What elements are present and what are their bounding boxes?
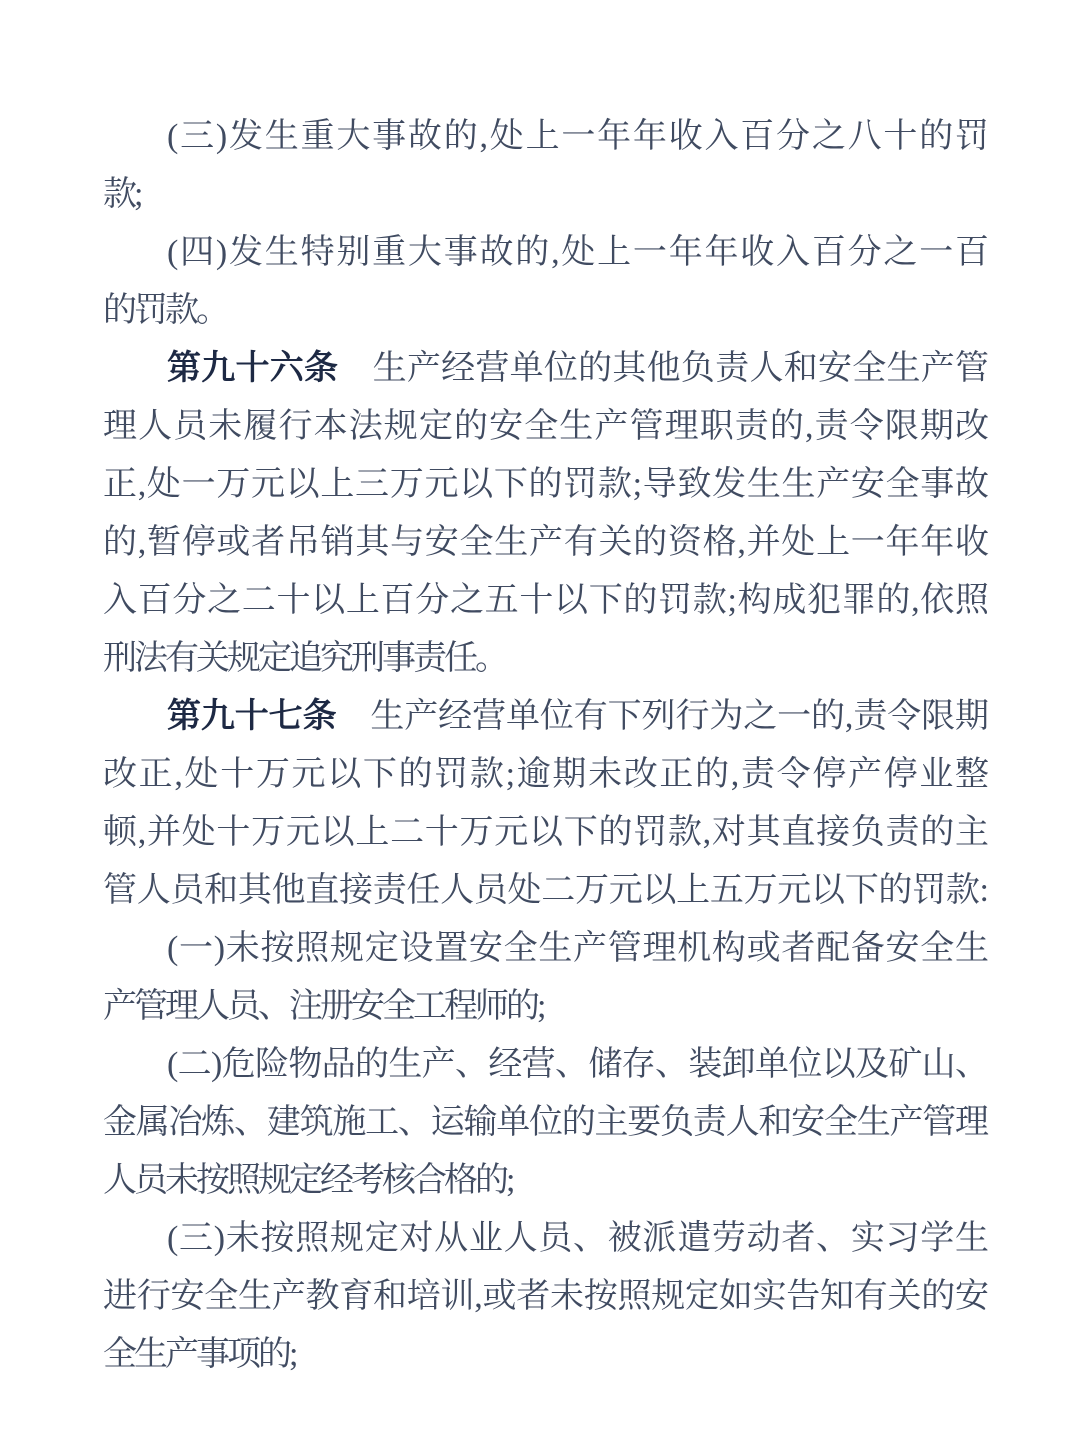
paragraph bbox=[103, 224, 986, 340]
text-line: 全生产事项的; bbox=[103, 1336, 296, 1373]
paragraph bbox=[103, 108, 986, 224]
text-line: 进行安全生产教育和培训,或者未按照规定如实告知有关的安 bbox=[103, 1278, 986, 1315]
paragraph bbox=[103, 1036, 986, 1210]
article-number: 第九十六条 bbox=[167, 350, 339, 387]
paragraph bbox=[103, 920, 986, 1036]
text-line bbox=[103, 340, 986, 398]
text-line: 刑法有关规定追究刑事责任。 bbox=[103, 640, 506, 677]
text-line: 金属冶炼、建筑施工、运输单位的主要负责人和安全生产管理 bbox=[103, 1104, 986, 1141]
text-line: 理人员未履行本法规定的安全生产管理职责的,责令限期改 bbox=[103, 408, 986, 445]
text-line: 入百分之二十以上百分之五十以下的罚款;构成犯罪的,依照 bbox=[103, 582, 986, 619]
text-line: 正,处一万元以上三万元以下的罚款;导致发生生产安全事故 bbox=[103, 466, 986, 503]
text-line bbox=[103, 688, 986, 746]
text-line: 款; bbox=[103, 176, 141, 213]
text-line: (四)发生特别重大事故的,处上一年年收入百分之一百 bbox=[167, 234, 986, 271]
text-line: 的罚款。 bbox=[103, 292, 227, 329]
article-number: 第九十七条 bbox=[167, 698, 337, 735]
text-line: 顿,并处十万元以上二十万元以下的罚款,对其直接负责的主 bbox=[103, 814, 986, 851]
text-line: 改正,处十万元以下的罚款;逾期未改正的,责令停产停业整 bbox=[103, 756, 986, 793]
text-line: 的,暂停或者吊销其与安全生产有关的资格,并处上一年年收 bbox=[103, 524, 986, 561]
article-intro-text: 生产经营单位的其他负责人和安全生产管 bbox=[338, 350, 987, 387]
paragraph-article-96 bbox=[103, 340, 986, 688]
text-line: 管人员和其他直接责任人员处二万元以上五万元以下的罚款: bbox=[103, 872, 986, 909]
paragraph-article-97 bbox=[103, 688, 986, 920]
text-line: (三)发生重大事故的,处上一年年收入百分之八十的罚 bbox=[167, 118, 986, 155]
text-line: (一)未按照规定设置安全生产管理机构或者配备安全生 bbox=[167, 930, 986, 967]
paragraph bbox=[103, 1210, 986, 1384]
text-line: 产管理人员、注册安全工程师的; bbox=[103, 988, 544, 1025]
text-line: (三)未按照规定对从业人员、被派遣劳动者、实习学生 bbox=[167, 1220, 986, 1257]
article-intro-text: 生产经营单位有下列行为之一的,责令限期 bbox=[336, 698, 987, 735]
text-line: 人员未按照规定经考核合格的; bbox=[103, 1162, 513, 1199]
text-line: (二)危险物品的生产、经营、储存、装卸单位以及矿山、 bbox=[167, 1046, 986, 1083]
